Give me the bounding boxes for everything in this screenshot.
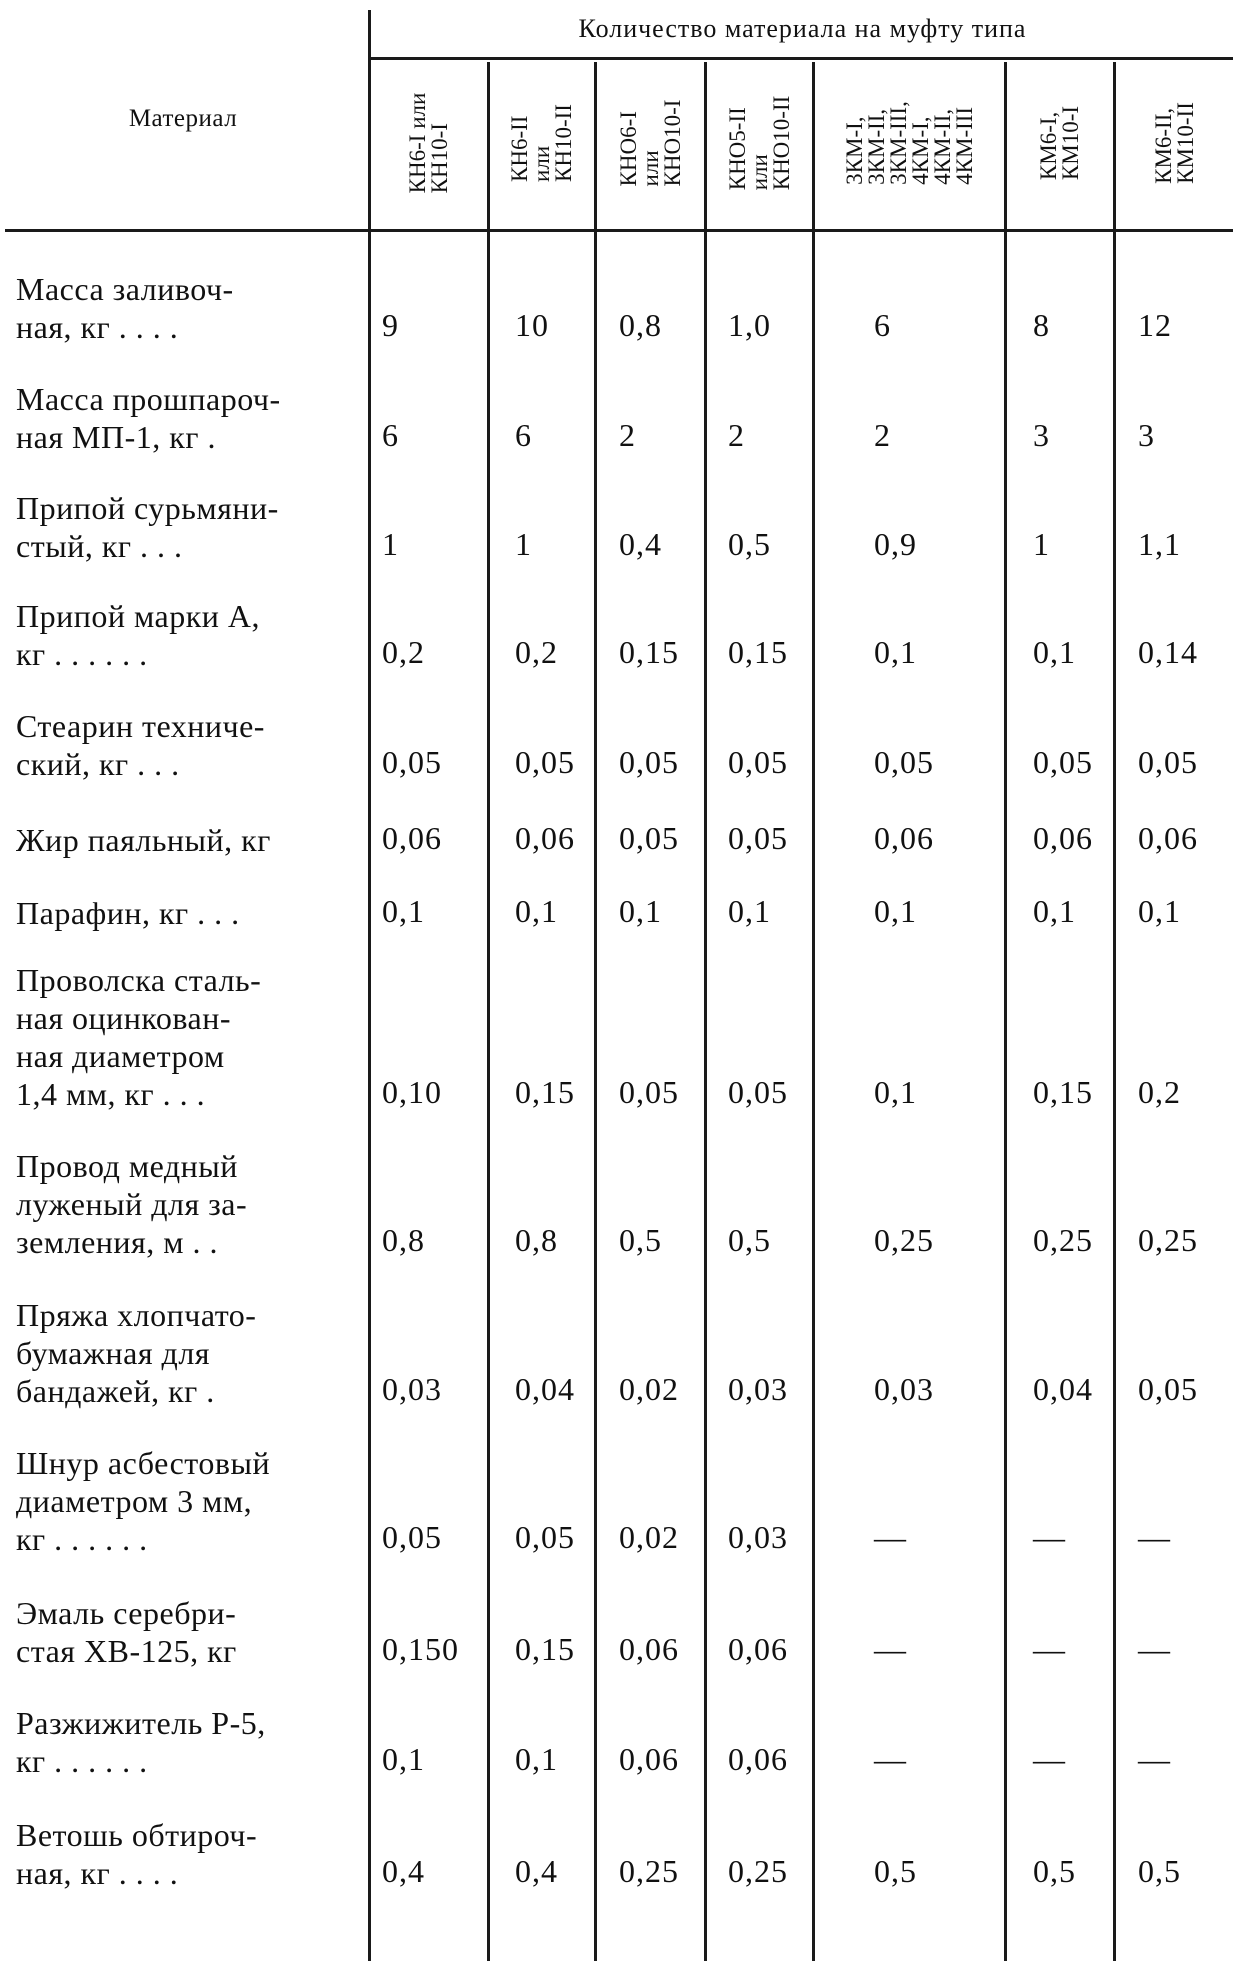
column-header xyxy=(1116,62,1233,224)
cell-value: 0,04 xyxy=(1033,1371,1093,1407)
cell-value: 0,15 xyxy=(619,634,679,670)
cell-value: — xyxy=(1033,1631,1066,1667)
table-row xyxy=(0,573,1233,673)
material-name-line: ная МП-1, кг . xyxy=(16,419,216,455)
table-row xyxy=(0,1418,1233,1558)
cell-value: 10 xyxy=(515,307,549,343)
table-row xyxy=(0,799,1233,859)
cell-value: 0,03 xyxy=(728,1371,788,1407)
cell-value: 0,4 xyxy=(382,1853,425,1889)
material-name-line: бандажей, кг . xyxy=(16,1373,215,1409)
column-header xyxy=(815,62,1004,224)
cell-value: 0,05 xyxy=(728,744,788,780)
header-divider xyxy=(368,57,1233,60)
header-bottom-rule xyxy=(5,229,1233,232)
table-row xyxy=(0,1270,1233,1410)
cell-value: 1 xyxy=(515,526,532,562)
material-name xyxy=(16,1444,338,1558)
cell-value: 1 xyxy=(1033,526,1050,562)
cell-value: 0,1 xyxy=(382,893,425,929)
cell-value: 0,1 xyxy=(874,893,917,929)
cell-value: 0,03 xyxy=(874,1371,934,1407)
cell-value: 0,25 xyxy=(1033,1222,1093,1258)
material-name-line: кг . . . . . . xyxy=(16,1743,148,1779)
table-row xyxy=(0,1680,1233,1780)
material-name-line: бумажная для xyxy=(16,1335,210,1371)
cell-value: 0,05 xyxy=(874,744,934,780)
material-name-line: Пряжа хлопчато- xyxy=(16,1297,257,1333)
material-name-line: луженый для за- xyxy=(16,1186,248,1222)
material-name-line: ная диаметром xyxy=(16,1038,225,1074)
cell-value: 0,1 xyxy=(515,1741,558,1777)
material-name xyxy=(16,894,338,932)
table-row xyxy=(0,1792,1233,1892)
material-name-line: Припой сурьмяни- xyxy=(16,490,279,526)
cell-value: 0,1 xyxy=(1033,893,1076,929)
table-row xyxy=(0,465,1233,565)
material-name-line: стая ХВ-125, кг xyxy=(16,1633,237,1669)
cell-value: 0,25 xyxy=(1138,1222,1198,1258)
cell-value: 0,06 xyxy=(874,820,934,856)
cell-value: 0,06 xyxy=(515,820,575,856)
material-name-line: ная, кг . . . . xyxy=(16,1855,179,1891)
cell-value: 0,15 xyxy=(1033,1074,1093,1110)
material-name xyxy=(16,1704,338,1780)
material-name-line: Стеарин техниче- xyxy=(16,708,265,744)
material-name-line: 1,4 мм, кг . . . xyxy=(16,1076,206,1112)
cell-value: 0,8 xyxy=(382,1222,425,1258)
cell-value: 0,05 xyxy=(728,1074,788,1110)
cell-value: 0,06 xyxy=(728,1631,788,1667)
cell-value: 0,1 xyxy=(1138,893,1181,929)
cell-value: 0,5 xyxy=(728,1222,771,1258)
material-name-line: кг . . . . . . xyxy=(16,636,148,672)
table-row xyxy=(0,356,1233,456)
cell-value: 0,25 xyxy=(728,1853,788,1889)
cell-value: 0,03 xyxy=(728,1519,788,1555)
cell-value: 0,06 xyxy=(619,1631,679,1667)
cell-value: 0,15 xyxy=(728,634,788,670)
material-name-line: Разжижитель Р-5, xyxy=(16,1705,266,1741)
cell-value: 0,1 xyxy=(382,1741,425,1777)
cell-value: 0,04 xyxy=(515,1371,575,1407)
cell-value: 0,10 xyxy=(382,1074,442,1110)
cell-value: 6 xyxy=(382,417,399,453)
group-header: Количество материала на муфту типа xyxy=(578,14,1027,43)
material-name xyxy=(16,1594,338,1670)
cell-value: 0,2 xyxy=(382,634,425,670)
cell-value: 0,25 xyxy=(874,1222,934,1258)
cell-value: 0,8 xyxy=(619,307,662,343)
column-header xyxy=(1007,62,1113,224)
cell-value: 0,9 xyxy=(874,526,917,562)
cell-value: 0,8 xyxy=(515,1222,558,1258)
cell-value: 1 xyxy=(382,526,399,562)
material-name xyxy=(16,821,338,859)
cell-value: 0,1 xyxy=(619,893,662,929)
cell-value: 0,05 xyxy=(1033,744,1093,780)
material-name-line: Проволска сталь- xyxy=(16,962,262,998)
material-name-line: кг . . . . . . xyxy=(16,1521,148,1557)
cell-value: 0,15 xyxy=(515,1631,575,1667)
column-header-label: КНО5-II или КНО10-II xyxy=(724,95,794,191)
material-name xyxy=(16,1147,338,1261)
material-column-header: Материал xyxy=(128,105,238,132)
cell-value: 2 xyxy=(619,417,636,453)
cell-value: — xyxy=(1138,1631,1171,1667)
cell-value: 0,14 xyxy=(1138,634,1198,670)
cell-value: 0,06 xyxy=(619,1741,679,1777)
table-row xyxy=(0,933,1233,1113)
material-name-line: Провод медный xyxy=(16,1148,238,1184)
cell-value: 0,05 xyxy=(619,1074,679,1110)
cell-value: 0,05 xyxy=(728,820,788,856)
cell-value: 0,5 xyxy=(728,526,771,562)
cell-value: 0,1 xyxy=(515,893,558,929)
column-header-label: КН6-II или КН10-II xyxy=(507,104,576,182)
cell-value: 0,02 xyxy=(619,1519,679,1555)
column-header-label: 3КМ-I, 3КМ-II, 3КМ-III, 4КМ-I, 4КМ-II, 4КМ-III xyxy=(841,101,977,185)
cell-value: 0,06 xyxy=(1033,820,1093,856)
cell-value: — xyxy=(1138,1519,1171,1555)
material-name xyxy=(16,707,338,783)
column-header-label: КН6-I или КН10-I xyxy=(405,92,452,194)
table-row xyxy=(0,1121,1233,1261)
material-name xyxy=(16,489,338,565)
cell-value: 0,2 xyxy=(1138,1074,1181,1110)
material-name-line: ский, кг . . . xyxy=(16,746,180,782)
cell-value: 0,1 xyxy=(874,634,917,670)
table-row xyxy=(0,1570,1233,1670)
cell-value: — xyxy=(1033,1741,1066,1777)
cell-value: 0,4 xyxy=(515,1853,558,1889)
cell-value: 8 xyxy=(1033,307,1050,343)
table-row xyxy=(0,246,1233,346)
column-header-label: КНО6-I или КНО10-I xyxy=(615,99,685,187)
material-name-line: Припой марки А, xyxy=(16,598,260,634)
material-name-line: Шнур асбестовый xyxy=(16,1445,271,1481)
material-name-line: ная оцинкован- xyxy=(16,1000,232,1036)
column-header xyxy=(490,62,594,224)
material-name-line: Масса заливоч- xyxy=(16,271,234,307)
cell-value: — xyxy=(1138,1741,1171,1777)
material-name-line: земления, м . . xyxy=(16,1224,218,1260)
cell-value: 0,05 xyxy=(382,1519,442,1555)
material-name-line: Ветошь обтироч- xyxy=(16,1817,258,1853)
material-name-line: стый, кг . . . xyxy=(16,528,183,564)
cell-value: 9 xyxy=(382,307,399,343)
cell-value: 0,1 xyxy=(1033,634,1076,670)
material-name xyxy=(16,1816,338,1892)
cell-value: 0,2 xyxy=(515,634,558,670)
cell-value: — xyxy=(1033,1519,1066,1555)
cell-value: 0,05 xyxy=(619,744,679,780)
cell-value: — xyxy=(874,1631,907,1667)
cell-value: 0,06 xyxy=(382,820,442,856)
cell-value: 0,5 xyxy=(874,1853,917,1889)
material-name xyxy=(16,961,338,1113)
material-name-line: Масса прошпароч- xyxy=(16,381,281,417)
cell-value: — xyxy=(874,1519,907,1555)
cell-value: 3 xyxy=(1033,417,1050,453)
material-name xyxy=(16,380,338,456)
cell-value: 0,06 xyxy=(1138,820,1198,856)
cell-value: 0,05 xyxy=(1138,744,1198,780)
material-name xyxy=(16,597,338,673)
material-name xyxy=(16,1296,338,1410)
table-row xyxy=(0,683,1233,783)
table-row xyxy=(0,872,1233,932)
cell-value: 1,0 xyxy=(728,307,771,343)
cell-value: 0,5 xyxy=(619,1222,662,1258)
column-header xyxy=(707,62,812,224)
cell-value: 0,05 xyxy=(382,744,442,780)
material-name-line: Парафин, кг . . . xyxy=(16,895,240,931)
material-name-line: ная, кг . . . . xyxy=(16,309,179,345)
cell-value: 1,1 xyxy=(1138,526,1181,562)
cell-value: 0,05 xyxy=(619,820,679,856)
material-name-line: Эмаль серебри- xyxy=(16,1595,237,1631)
cell-value: 0,1 xyxy=(728,893,771,929)
material-name-line: диаметром 3 мм, xyxy=(16,1483,253,1519)
cell-value: — xyxy=(874,1741,907,1777)
cell-value: 6 xyxy=(874,307,891,343)
cell-value: 3 xyxy=(1138,417,1155,453)
cell-value: 0,4 xyxy=(619,526,662,562)
column-header-label: КМ6-I, КМ10-I xyxy=(1036,105,1083,181)
cell-value: 0,150 xyxy=(382,1631,459,1667)
cell-value: 12 xyxy=(1138,307,1172,343)
cell-value: 0,5 xyxy=(1138,1853,1181,1889)
cell-value: 0,15 xyxy=(515,1074,575,1110)
cell-value: 0,05 xyxy=(1138,1371,1198,1407)
cell-value: 0,5 xyxy=(1033,1853,1076,1889)
cell-value: 0,25 xyxy=(619,1853,679,1889)
cell-value: 0,06 xyxy=(728,1741,788,1777)
cell-value: 0,05 xyxy=(515,744,575,780)
cell-value: 0,05 xyxy=(515,1519,575,1555)
material-name xyxy=(16,270,338,346)
cell-value: 2 xyxy=(728,417,745,453)
column-header-label: КМ6-II, КМ10-II xyxy=(1150,102,1198,184)
cell-value: 2 xyxy=(874,417,891,453)
cell-value: 0,02 xyxy=(619,1371,679,1407)
material-name-line: Жир паяльный, кг xyxy=(16,822,271,858)
cell-value: 0,1 xyxy=(874,1074,917,1110)
cell-value: 0,03 xyxy=(382,1371,442,1407)
cell-value: 6 xyxy=(515,417,532,453)
column-header xyxy=(597,62,704,224)
column-header xyxy=(371,62,487,224)
